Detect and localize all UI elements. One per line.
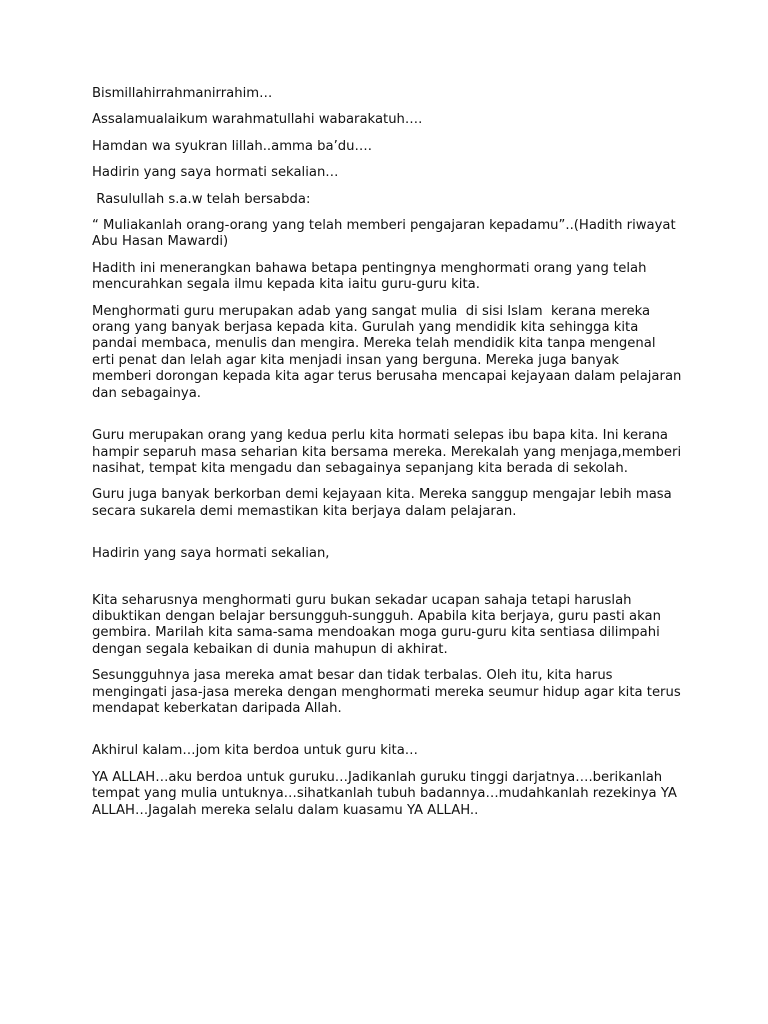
paragraph-sacrifice: Guru juga banyak berkorban demi kejayaan kita. Mereka sanggup mengajar lebih masa secara sukarela demi memastikan kita berjaya dalam pelajaran.: [92, 487, 676, 519]
paragraph-should-respect: Kita seharusnya menghormati guru bukan sekadar ucapan sahaja tetapi haruslah dibuktikan dengan belajar bersungguh-sungguh. Apabila kita berjaya, guru pasti akan gembira. Marilah kita sama-sama mendoakan moga guru-guru kita sentiasa dilimpahi dengan segala kebaikan di dunia mahupun di akhirat.: [92, 592, 666, 657]
paragraph-second-parents: Guru merupakan orang yang kedua perlu kita hormati selepas ibu bapa kita. Ini kerana hampir separuh masa seharian kita bersama mereka. Merekalah yang menjaga,memberi nasihat, tempat kita mengadu dan sebagainya sepanjang kita berada di sekolah.: [92, 428, 686, 476]
address-audience: Hadirin yang saya hormati sekalian…: [92, 165, 339, 181]
opening-bismillah: Bismillahirrahmanirrahim…: [92, 86, 273, 101]
hadith-quote: “ Muliakanlah orang-orang yang telah memberi pengajaran kepadamu”..(Hadith riwayat Abu Hasan Mawardi): [92, 218, 680, 250]
paragraph-respect-teacher: Menghormati guru merupakan adab yang sangat mulia di sisi Islam kerana mereka orang yang banyak berjasa kepada kita. Gurulah yang mendidik kita sehingga kita pandai membaca, menulis dan mengira. Mereka telah mendidik kita tanpa mengenal erti penat dan lelah agar kita menjadi insan yang berguna. Mereka juga banyak memberi dorongan kepada kita agar terus berusaha mencapai kejayaan dalam pelajaran dan sebagainya.: [92, 303, 686, 401]
greeting-salam: Assalamualaikum warahmatullahi wabarakatuh….: [92, 112, 423, 128]
greeting-hamdan: Hamdan wa syukran lillah..amma ba’du….: [92, 138, 372, 154]
closing-prayer: YA ALLAH…aku berdoa untuk guruku…Jadikanlah guruku tinggi darjatnya….berikanlah tempat yang mulia untuknya…sihatkanlah tubuh badannya…mudahkanlah rezekinya YA ALLAH…Jagalah mereka selalu dalam kuasamu YA ALLAH..: [92, 769, 682, 818]
paragraph-hadith-meaning: Hadith ini menerangkan bahawa betapa pentingnya menghormati orang yang telah mencurahkan segala ilmu kepada kita iaitu guru-guru kita.: [92, 260, 651, 293]
hadith-intro: Rasulullah s.a.w telah bersabda:: [92, 191, 311, 207]
document-page: [92, 86, 686, 829]
address-audience-2: Hadirin yang saya hormati sekalian,: [92, 546, 330, 562]
paragraph-gratitude: Sesungguhnya jasa mereka amat besar dan tidak terbalas. Oleh itu, kita harus mengingati jasa-jasa mereka dengan menghormati mereka seumur hidup agar kita terus mendapat keberkatan daripada Allah.: [92, 668, 685, 716]
closing-remark: Akhirul kalam…jom kita berdoa untuk guru kita…: [92, 743, 418, 759]
